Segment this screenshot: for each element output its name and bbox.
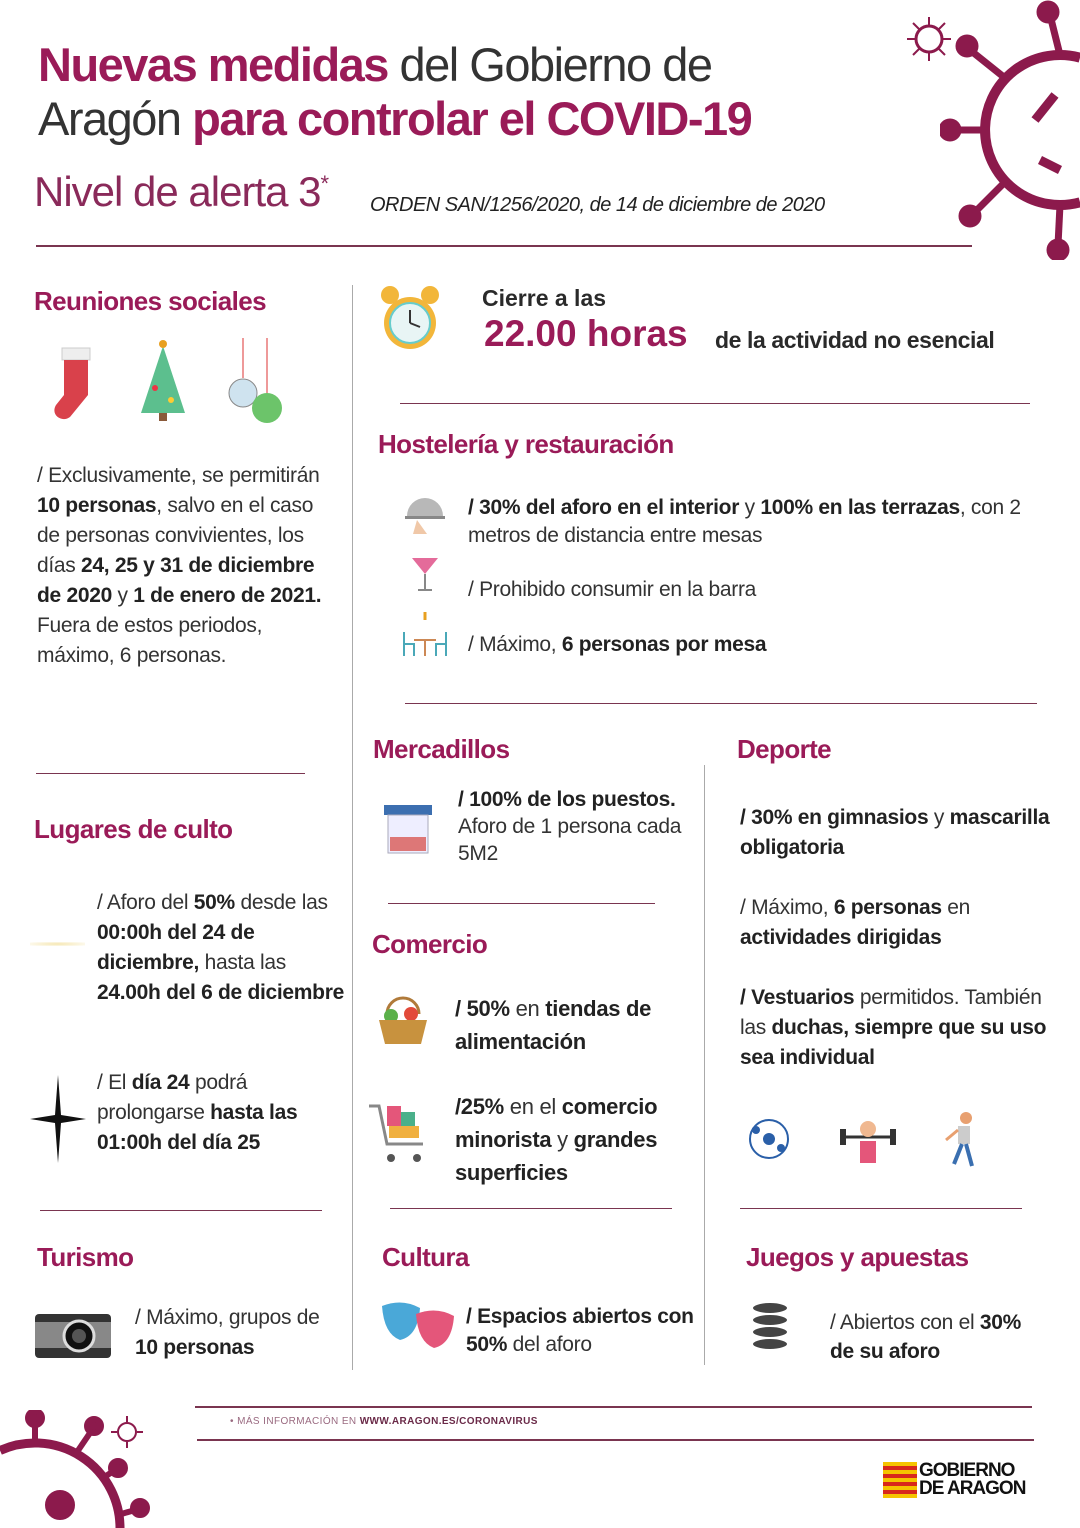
text: , con 2 metros de distancia entre mesas	[468, 496, 1021, 547]
bold-text: 10 personas	[37, 494, 157, 517]
bold-text: Nuevas medidas	[38, 38, 388, 91]
divider	[36, 773, 305, 774]
hosteleria-item-2	[468, 575, 1038, 605]
text: en el	[503, 1094, 562, 1119]
divider	[195, 1406, 1032, 1408]
deporte-item-1	[740, 803, 1060, 863]
divider	[390, 1208, 672, 1209]
section-title-turismo: Turismo	[37, 1242, 134, 1272]
section-title-mercadillos: Mercadillos	[373, 734, 510, 764]
divider	[36, 245, 972, 247]
alert-level	[34, 168, 328, 216]
table-chairs-icon	[400, 612, 450, 658]
text: Aragón	[38, 92, 193, 145]
weightlifter-icon	[838, 1115, 898, 1167]
text: / Exclusivamente, se permitirán	[37, 464, 320, 487]
text: Aforo de 1 persona cada 5M2	[458, 815, 682, 865]
glow-icon	[30, 942, 85, 946]
bold-text: mascarilla obligatoria	[740, 806, 1050, 859]
ornaments-icon	[225, 338, 287, 428]
comercio-item-2	[455, 1090, 700, 1189]
bold-text: / 100% de los puestos.	[458, 788, 676, 811]
theater-masks-icon	[380, 1300, 456, 1354]
column-divider	[352, 285, 353, 1370]
cultura-text	[466, 1303, 696, 1359]
deporte-item-2	[740, 893, 1060, 953]
bold-text: 24, 25 y 31 de diciembre de 2020	[37, 554, 315, 607]
text: / Máximo, grupos de	[135, 1306, 320, 1329]
divider	[740, 1208, 1022, 1209]
shopping-cart-icon	[367, 1100, 433, 1166]
bold-text: 30% de su aforo	[830, 1311, 1021, 1363]
casino-chips-icon	[748, 1300, 792, 1358]
bold-text: 6 personas	[833, 896, 942, 919]
gobierno-aragon-logo	[883, 1462, 1025, 1498]
small-virus-bottom-icon	[110, 1415, 144, 1449]
text: del Gobierno de	[387, 38, 712, 91]
text: / El	[97, 1071, 132, 1094]
text: y	[928, 806, 950, 829]
bold-text: 6 personas por mesa	[561, 633, 767, 656]
text: desde las	[234, 891, 328, 914]
virus-decoration-icon	[940, 0, 1080, 260]
text: / Aforo del	[97, 891, 194, 914]
reuniones-text	[37, 461, 327, 671]
hosteleria-item-3	[468, 630, 1038, 660]
text: hasta las	[199, 951, 286, 974]
section-title-cultura: Cultura	[382, 1242, 469, 1272]
text: del aforo	[507, 1333, 592, 1356]
star-icon	[30, 1075, 86, 1163]
divider	[40, 1210, 322, 1211]
text: permitidos. También las	[740, 986, 1042, 1039]
text: podrá prolongarse	[97, 1071, 248, 1124]
bold-text: comercio minorista	[455, 1094, 658, 1152]
more-info-label: MÁS INFORMACIÓN EN	[237, 1416, 360, 1427]
text: y	[551, 1127, 574, 1152]
bold-text: 10 personas	[135, 1336, 255, 1359]
bold-text: 24.00h del 6 de diciembre	[97, 981, 344, 1004]
bold-text: / Vestuarios	[740, 986, 855, 1009]
column-divider	[704, 765, 705, 1365]
bold-text: / 50%	[455, 996, 510, 1021]
christmas-stocking-icon	[40, 340, 100, 425]
culto-text-1	[97, 888, 347, 1008]
logo-line-1: GOBIERNO	[919, 1460, 1015, 1481]
small-virus-icon	[905, 15, 953, 63]
cocktail-icon	[410, 550, 440, 594]
more-info-link[interactable]: WWW.ARAGON.ES/CORONAVIRUS	[359, 1416, 538, 1427]
food-basket-icon	[375, 992, 431, 1046]
divider	[197, 1439, 1034, 1441]
camera-icon	[35, 1308, 111, 1358]
bold-text: / 30% del aforo en el interior	[468, 496, 740, 519]
bold-text: tiendas de alimentación	[455, 996, 652, 1054]
text: / Máximo,	[740, 896, 834, 919]
bold-text: 100% en las terrazas	[760, 496, 960, 519]
logo-line-2: DE ARAGON	[919, 1478, 1026, 1499]
order-reference: ORDEN SAN/1256/2020, de 14 de diciembre de 2020	[370, 194, 825, 216]
text: y	[111, 584, 134, 607]
cierre-label: Cierre a las	[482, 285, 607, 311]
bold-text: duchas, siempre que su uso sea individual	[740, 1016, 1047, 1069]
bold-text: / 30% en gimnasios	[740, 806, 929, 829]
cierre-rest: de la actividad no esencial	[715, 327, 995, 353]
soccer-ball-icon	[748, 1118, 790, 1160]
aragon-flag-icon	[883, 1462, 917, 1498]
bold-text: 50%	[193, 891, 235, 914]
section-title-deporte: Deporte	[737, 734, 832, 764]
cloche-icon	[403, 490, 447, 538]
alarm-clock-icon	[378, 283, 442, 357]
text: , salvo en el caso de personas convivientes, los días	[37, 494, 314, 577]
section-title-comercio: Comercio	[372, 929, 488, 959]
section-title-juegos: Juegos y apuestas	[746, 1242, 969, 1272]
bold-text: actividades dirigidas	[740, 926, 942, 949]
bold-text: grandes superficies	[455, 1127, 658, 1185]
bold-text: /25%	[455, 1094, 504, 1119]
text: / Prohibido consumir en la barra	[468, 578, 757, 601]
juegos-text	[830, 1308, 1050, 1366]
more-info: • MÁS INFORMACIÓN EN WWW.ARAGON.ES/CORONAVIRUS	[230, 1416, 538, 1427]
divider	[388, 903, 655, 904]
text: en	[509, 996, 546, 1021]
bold-text: para controlar el COVID-19	[192, 92, 752, 145]
section-title-reuniones: Reuniones sociales	[34, 286, 266, 316]
text: Fuera de estos periodos, máximo, 6 personas.	[37, 614, 263, 667]
section-title-hosteleria: Hostelería y restauración	[378, 429, 674, 459]
runner-icon	[940, 1110, 980, 1170]
text: y	[739, 496, 761, 519]
deporte-item-3	[740, 983, 1060, 1073]
mercadillos-text	[458, 786, 698, 867]
turismo-text	[135, 1303, 335, 1363]
bold-text: 00:00h del 24 de diciembre,	[97, 921, 255, 974]
christmas-tree-icon	[133, 338, 193, 428]
text: / Abiertos con el	[830, 1311, 980, 1334]
alert-footnote-mark: *	[320, 171, 329, 196]
text: en	[941, 896, 971, 919]
alert-level-text: Nivel de alerta 3	[34, 168, 321, 215]
divider	[405, 703, 1037, 704]
title-line-1	[38, 38, 711, 92]
culto-text-2	[97, 1068, 347, 1158]
divider	[400, 403, 1030, 404]
bold-text: / Espacios abiertos con 50%	[466, 1305, 694, 1356]
bold-text: hasta las 01:00h del día 25	[97, 1101, 298, 1154]
market-stall-icon	[382, 803, 434, 855]
bold-text: día 24	[131, 1071, 190, 1094]
comercio-item-1	[455, 992, 695, 1058]
hosteleria-item-1	[468, 494, 1038, 550]
section-title-culto: Lugares de culto	[34, 814, 233, 844]
bold-text: 1 de enero de 2021.	[133, 584, 322, 607]
cierre-time: 22.00 horas	[484, 313, 688, 354]
text: / Máximo,	[468, 633, 562, 656]
title-line-2	[38, 92, 751, 146]
